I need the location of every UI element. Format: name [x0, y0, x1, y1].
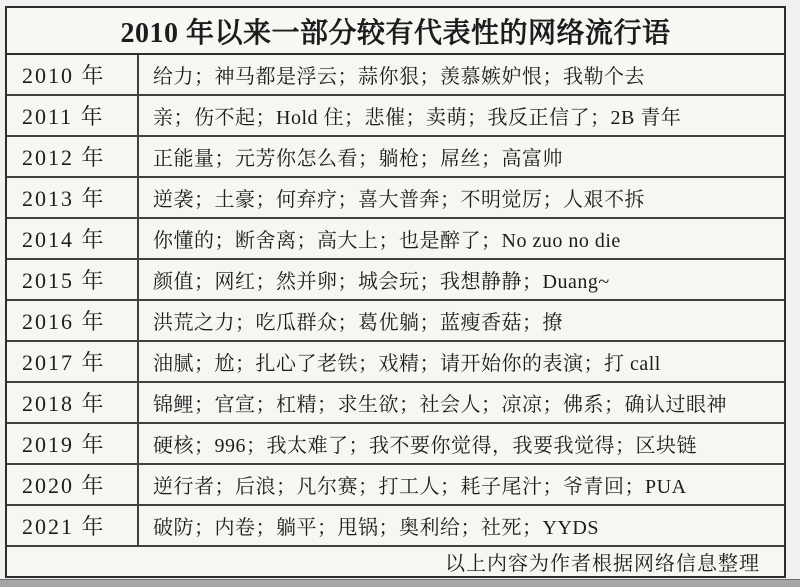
- year-cell: 2019 年: [7, 424, 139, 463]
- buzzwords-table: [5, 6, 786, 578]
- footer-note: 以上内容为作者根据网络信息整理: [445, 553, 760, 575]
- table-row: [7, 260, 784, 301]
- terms-cell: 正能量；元芳你怎么看；躺枪；屌丝；高富帅: [153, 148, 563, 170]
- table-row: [7, 178, 784, 219]
- year-cell: 2014 年: [7, 219, 139, 258]
- year-cell: 2010 年: [7, 55, 139, 94]
- table-title: 2010 年以来一部分较有代表性的网络流行语: [120, 17, 671, 49]
- terms-cell: 锦鲤；官宣；杠精；求生欲；社会人；凉凉；佛系；确认过眼神: [153, 394, 727, 416]
- table-row: [7, 506, 784, 547]
- table-row: [7, 424, 784, 465]
- year-cell: 2017 年: [7, 342, 139, 381]
- table-row: [7, 137, 784, 178]
- year-cell: 2020 年: [7, 465, 139, 504]
- terms-cell: 油腻；尬；扎心了老铁；戏精；请开始你的表演；打 call: [153, 353, 661, 375]
- year-cell: 2013 年: [7, 178, 139, 217]
- terms-cell: 逆袭；土豪；何弃疗；喜大普奔；不明觉厉；人艰不拆: [153, 189, 645, 211]
- terms-cell: 亲；伤不起；Hold 住；悲催；卖萌；我反正信了；2B 青年: [153, 107, 682, 129]
- table-row: [7, 465, 784, 506]
- year-cell: 2015 年: [7, 260, 139, 299]
- terms-cell: 洪荒之力；吃瓜群众；葛优躺；蓝瘦香菇；撩: [153, 312, 563, 334]
- terms-cell: 颜值；网红；然并卵；城会玩；我想静静；Duang~: [153, 271, 610, 293]
- year-cell: 2016 年: [7, 301, 139, 340]
- table-footer-row: [7, 547, 784, 576]
- terms-cell: 你懂的；断舍离；高大上；也是醉了；No zuo no die: [153, 230, 621, 252]
- table-title-row: [7, 8, 784, 55]
- terms-cell: 硬核；996；我太难了；我不要你觉得，我要我觉得；区块链: [153, 435, 697, 457]
- year-cell: 2018 年: [7, 383, 139, 422]
- table-row: [7, 55, 784, 96]
- photo-bottom-edge: [0, 579, 800, 587]
- terms-cell: 破防；内卷；躺平；甩锅；奥利给；社死；YYDS: [153, 517, 599, 539]
- year-cell: 2012 年: [7, 137, 139, 176]
- year-cell: 2021 年: [7, 506, 139, 545]
- terms-cell: 给力；神马都是浮云；蒜你狠；羡慕嫉妒恨；我勒个去: [153, 66, 645, 88]
- year-cell: 2011 年: [7, 96, 139, 135]
- table-row: [7, 219, 784, 260]
- table-row: [7, 383, 784, 424]
- terms-cell: 逆行者；后浪；凡尔赛；打工人；耗子尾汁；爷青回；PUA: [153, 476, 687, 498]
- table-row: [7, 301, 784, 342]
- table-row: [7, 342, 784, 383]
- table-row: [7, 96, 784, 137]
